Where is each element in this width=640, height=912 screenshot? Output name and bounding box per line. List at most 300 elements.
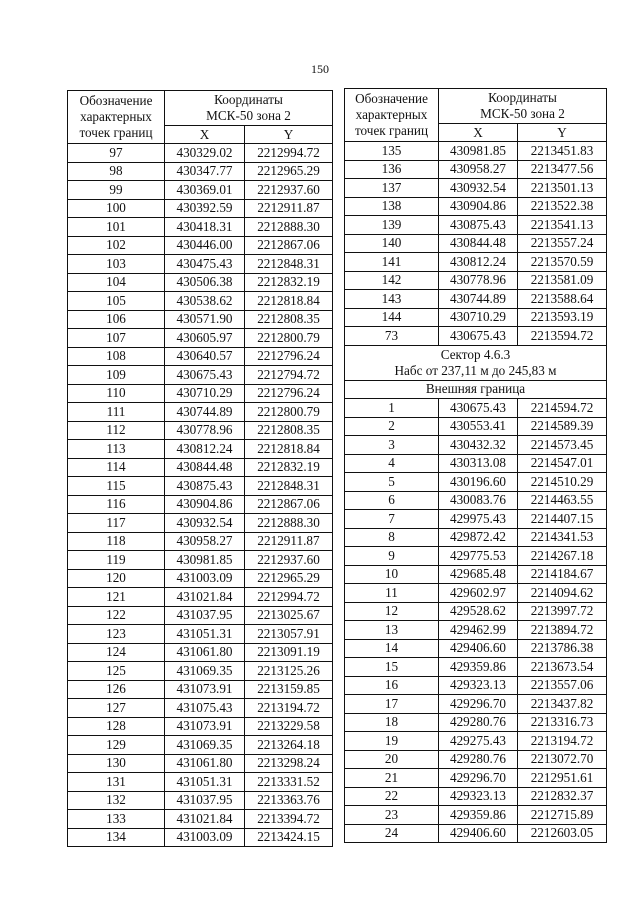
point-number-cell: 112 — [68, 421, 165, 440]
table-row — [68, 199, 333, 218]
x-coordinate-cell: 429602.97 — [439, 584, 518, 603]
sector-text: Набс от 237,11 м до 245,83 м — [394, 362, 557, 378]
point-number-cell: 97 — [68, 144, 165, 163]
x-coordinate-cell: 431061.80 — [165, 643, 245, 662]
x-coordinate-cell: 429775.53 — [439, 547, 518, 566]
y-coordinate-cell: 2213437.82 — [518, 695, 607, 714]
point-number-cell: 1 — [345, 399, 439, 418]
designation-header: Обозначение характерных точек границ — [345, 89, 439, 142]
point-number-cell: 16 — [345, 676, 439, 695]
y-coordinate-cell: 2212965.29 — [245, 569, 333, 588]
x-coordinate-cell: 430904.86 — [439, 197, 518, 216]
table-row — [345, 528, 607, 547]
point-number-cell: 109 — [68, 366, 165, 385]
y-coordinate-cell: 2213424.15 — [245, 828, 333, 847]
point-number-cell: 98 — [68, 162, 165, 181]
y-coordinate-cell: 2212994.72 — [245, 588, 333, 607]
x-coordinate-cell: 430744.89 — [165, 403, 245, 422]
table-row — [345, 750, 607, 769]
x-coordinate-cell: 429323.13 — [439, 676, 518, 695]
point-number-cell: 123 — [68, 625, 165, 644]
table-row — [68, 532, 333, 551]
y-coordinate-cell: 2213522.38 — [518, 197, 607, 216]
y-header: Y — [245, 126, 333, 144]
point-number-cell: 23 — [345, 806, 439, 825]
sector-title — [345, 345, 607, 380]
y-coordinate-cell: 2212794.72 — [245, 366, 333, 385]
x-coordinate-cell: 431021.84 — [165, 588, 245, 607]
y-coordinate-cell: 2213298.24 — [245, 754, 333, 773]
table-row — [68, 236, 333, 255]
table-row — [68, 162, 333, 181]
point-number-cell: 128 — [68, 717, 165, 736]
sector-title-row — [345, 345, 607, 380]
left-coordinates-table — [67, 90, 333, 847]
y-coordinate-cell: 2213264.18 — [245, 736, 333, 755]
x-coordinate-cell: 430675.43 — [439, 399, 518, 418]
x-coordinate-cell: 430844.48 — [439, 234, 518, 253]
x-coordinate-cell: 431003.09 — [165, 828, 245, 847]
point-number-cell: 18 — [345, 713, 439, 732]
x-coordinate-cell: 431051.31 — [165, 773, 245, 792]
y-coordinate-cell: 2212937.60 — [245, 181, 333, 200]
table-row — [68, 606, 333, 625]
table-row — [68, 255, 333, 274]
point-number-cell: 113 — [68, 440, 165, 459]
x-coordinate-cell: 431069.35 — [165, 736, 245, 755]
y-coordinate-cell: 2214407.15 — [518, 510, 607, 529]
y-coordinate-cell: 2212888.30 — [245, 218, 333, 237]
table-row — [345, 253, 607, 272]
x-coordinate-cell: 430392.59 — [165, 199, 245, 218]
y-coordinate-cell: 2214547.01 — [518, 454, 607, 473]
y-coordinate-cell: 2212832.19 — [245, 458, 333, 477]
y-coordinate-cell: 2212800.79 — [245, 403, 333, 422]
x-coordinate-cell: 430875.43 — [439, 216, 518, 235]
y-coordinate-cell: 2213194.72 — [518, 732, 607, 751]
table-row — [345, 602, 607, 621]
x-coordinate-cell: 430875.43 — [165, 477, 245, 496]
x-coordinate-cell: 430958.27 — [439, 160, 518, 179]
y-coordinate-cell: 2213394.72 — [245, 810, 333, 829]
table-row — [345, 676, 607, 695]
point-number-cell: 15 — [345, 658, 439, 677]
table-row — [345, 565, 607, 584]
y-coordinate-cell: 2212994.72 — [245, 144, 333, 163]
y-coordinate-cell: 2212965.29 — [245, 162, 333, 181]
point-number-cell: 73 — [345, 327, 439, 346]
x-coordinate-cell: 430571.90 — [165, 310, 245, 329]
x-coordinate-cell: 429296.70 — [439, 769, 518, 788]
point-number-cell: 102 — [68, 236, 165, 255]
y-coordinate-cell: 2213894.72 — [518, 621, 607, 640]
table-row — [68, 144, 333, 163]
x-coordinate-cell: 431075.43 — [165, 699, 245, 718]
point-number-cell: 129 — [68, 736, 165, 755]
x-coordinate-cell: 429406.60 — [439, 639, 518, 658]
table-row — [345, 713, 607, 732]
y-coordinate-cell: 2213091.19 — [245, 643, 333, 662]
table-row — [68, 754, 333, 773]
point-number-cell: 104 — [68, 273, 165, 292]
point-number-cell: 117 — [68, 514, 165, 533]
y-coordinate-cell: 2212888.30 — [245, 514, 333, 533]
table-row — [345, 327, 607, 346]
point-number-cell: 4 — [345, 454, 439, 473]
x-coordinate-cell: 431061.80 — [165, 754, 245, 773]
point-number-cell: 115 — [68, 477, 165, 496]
y-header: Y — [518, 124, 607, 142]
table-row — [345, 584, 607, 603]
x-coordinate-cell: 430369.01 — [165, 181, 245, 200]
table-row — [68, 421, 333, 440]
table-row — [345, 787, 607, 806]
table-row — [68, 773, 333, 792]
x-coordinate-cell: 431021.84 — [165, 810, 245, 829]
y-coordinate-cell: 2212808.35 — [245, 310, 333, 329]
y-coordinate-cell: 2212848.31 — [245, 477, 333, 496]
x-coordinate-cell: 429872.42 — [439, 528, 518, 547]
x-coordinate-cell: 429406.60 — [439, 824, 518, 843]
point-number-cell: 136 — [345, 160, 439, 179]
x-coordinate-cell: 430553.41 — [439, 417, 518, 436]
table-row — [68, 477, 333, 496]
y-coordinate-cell: 2212937.60 — [245, 551, 333, 570]
x-coordinate-cell: 431037.95 — [165, 606, 245, 625]
x-coordinate-cell: 430605.97 — [165, 329, 245, 348]
y-coordinate-cell: 2213594.72 — [518, 327, 607, 346]
table-row — [68, 588, 333, 607]
x-coordinate-cell: 430904.86 — [165, 495, 245, 514]
point-number-cell: 118 — [68, 532, 165, 551]
point-number-cell: 133 — [68, 810, 165, 829]
table-row — [345, 179, 607, 198]
table-row — [345, 547, 607, 566]
point-number-cell: 137 — [345, 179, 439, 198]
point-number-cell: 22 — [345, 787, 439, 806]
y-coordinate-cell: 2213786.38 — [518, 639, 607, 658]
x-coordinate-cell: 430418.31 — [165, 218, 245, 237]
x-coordinate-cell: 430981.85 — [165, 551, 245, 570]
point-number-cell: 142 — [345, 271, 439, 290]
table-row — [345, 160, 607, 179]
point-number-cell: 141 — [345, 253, 439, 272]
y-coordinate-cell: 2212848.31 — [245, 255, 333, 274]
point-number-cell: 125 — [68, 662, 165, 681]
table-row — [68, 699, 333, 718]
x-coordinate-cell: 430744.89 — [439, 290, 518, 309]
point-number-cell: 124 — [68, 643, 165, 662]
point-number-cell: 107 — [68, 329, 165, 348]
table-row — [345, 197, 607, 216]
table-row — [345, 271, 607, 290]
table-row — [345, 142, 607, 161]
table-row — [68, 495, 333, 514]
x-coordinate-cell: 429275.43 — [439, 732, 518, 751]
point-number-cell: 127 — [68, 699, 165, 718]
table-row — [345, 454, 607, 473]
table-row — [68, 181, 333, 200]
y-coordinate-cell: 2212818.84 — [245, 292, 333, 311]
point-number-cell: 21 — [345, 769, 439, 788]
x-coordinate-cell: 431069.35 — [165, 662, 245, 681]
x-coordinate-cell: 430675.43 — [165, 366, 245, 385]
table-row — [345, 732, 607, 751]
x-coordinate-cell: 430329.02 — [165, 144, 245, 163]
table-row — [68, 736, 333, 755]
x-coordinate-cell: 430778.96 — [439, 271, 518, 290]
table-row — [345, 639, 607, 658]
y-coordinate-cell: 2213194.72 — [245, 699, 333, 718]
page-number: 150 — [311, 62, 329, 76]
table-row — [68, 551, 333, 570]
table-row — [68, 514, 333, 533]
point-number-cell: 119 — [68, 551, 165, 570]
x-coordinate-cell: 430640.57 — [165, 347, 245, 366]
table-row — [345, 308, 607, 327]
table-row — [345, 216, 607, 235]
x-coordinate-cell: 431037.95 — [165, 791, 245, 810]
y-coordinate-cell: 2214573.45 — [518, 436, 607, 455]
coordinates-header: Координаты МСК-50 зона 2 — [439, 89, 607, 124]
point-number-cell: 100 — [68, 199, 165, 218]
table-row — [345, 769, 607, 788]
x-coordinate-cell: 429528.62 — [439, 602, 518, 621]
point-number-cell: 5 — [345, 473, 439, 492]
table-row — [68, 329, 333, 348]
x-coordinate-cell: 431051.31 — [165, 625, 245, 644]
point-number-cell: 106 — [68, 310, 165, 329]
point-number-cell: 144 — [345, 308, 439, 327]
x-coordinate-cell: 430196.60 — [439, 473, 518, 492]
x-coordinate-cell: 429359.86 — [439, 806, 518, 825]
table-row — [345, 491, 607, 510]
x-coordinate-cell: 431073.91 — [165, 680, 245, 699]
y-coordinate-cell: 2213557.24 — [518, 234, 607, 253]
x-coordinate-cell: 429296.70 — [439, 695, 518, 714]
point-number-cell: 8 — [345, 528, 439, 547]
y-coordinate-cell: 2214184.67 — [518, 565, 607, 584]
table-header-row — [68, 91, 333, 126]
table-row — [345, 473, 607, 492]
x-coordinate-cell: 431003.09 — [165, 569, 245, 588]
table-row — [68, 828, 333, 847]
table-row — [68, 643, 333, 662]
point-number-cell: 19 — [345, 732, 439, 751]
table-row — [68, 458, 333, 477]
table-row — [345, 510, 607, 529]
table-row — [68, 662, 333, 681]
table-row — [68, 384, 333, 403]
point-number-cell: 10 — [345, 565, 439, 584]
point-number-cell: 20 — [345, 750, 439, 769]
y-coordinate-cell: 2212832.37 — [518, 787, 607, 806]
y-coordinate-cell: 2212867.06 — [245, 236, 333, 255]
x-coordinate-cell: 430778.96 — [165, 421, 245, 440]
point-number-cell: 110 — [68, 384, 165, 403]
y-coordinate-cell: 2212911.87 — [245, 532, 333, 551]
sector-text: Сектор 4.6.3 — [440, 346, 511, 362]
table-row — [345, 290, 607, 309]
table-row — [68, 440, 333, 459]
point-number-cell: 2 — [345, 417, 439, 436]
designation-header: Обозначение характерных точек границ — [68, 91, 165, 144]
table-row — [345, 621, 607, 640]
x-coordinate-cell: 430347.77 — [165, 162, 245, 181]
boundary-label-row — [345, 380, 607, 399]
point-number-cell: 14 — [345, 639, 439, 658]
x-coordinate-cell: 430710.29 — [165, 384, 245, 403]
table-row — [68, 791, 333, 810]
point-number-cell: 120 — [68, 569, 165, 588]
x-coordinate-cell: 430313.08 — [439, 454, 518, 473]
y-coordinate-cell: 2212911.87 — [245, 199, 333, 218]
table-row — [68, 366, 333, 385]
coordinates-header: Координаты МСК-50 зона 2 — [165, 91, 333, 126]
point-number-cell: 24 — [345, 824, 439, 843]
table-header-row — [345, 89, 607, 124]
y-coordinate-cell: 2213557.06 — [518, 676, 607, 695]
table-row — [68, 273, 333, 292]
y-coordinate-cell: 2212800.79 — [245, 329, 333, 348]
point-number-cell: 134 — [68, 828, 165, 847]
y-coordinate-cell: 2214094.62 — [518, 584, 607, 603]
x-coordinate-cell: 429975.43 — [439, 510, 518, 529]
point-number-cell: 121 — [68, 588, 165, 607]
point-number-cell: 105 — [68, 292, 165, 311]
y-coordinate-cell: 2214267.18 — [518, 547, 607, 566]
y-coordinate-cell: 2212715.89 — [518, 806, 607, 825]
y-coordinate-cell: 2213501.13 — [518, 179, 607, 198]
table-row — [68, 403, 333, 422]
point-number-cell: 139 — [345, 216, 439, 235]
y-coordinate-cell: 2212796.24 — [245, 384, 333, 403]
point-number-cell: 140 — [345, 234, 439, 253]
x-coordinate-cell: 430432.32 — [439, 436, 518, 455]
x-coordinate-cell: 430932.54 — [165, 514, 245, 533]
y-coordinate-cell: 2212867.06 — [245, 495, 333, 514]
y-coordinate-cell: 2212951.61 — [518, 769, 607, 788]
point-number-cell: 111 — [68, 403, 165, 422]
x-coordinate-cell: 430812.24 — [165, 440, 245, 459]
table-row — [68, 292, 333, 311]
y-coordinate-cell: 2213451.83 — [518, 142, 607, 161]
point-number-cell: 103 — [68, 255, 165, 274]
x-coordinate-cell: 429462.99 — [439, 621, 518, 640]
y-coordinate-cell: 2213331.52 — [245, 773, 333, 792]
table-row — [68, 680, 333, 699]
y-coordinate-cell: 2213125.26 — [245, 662, 333, 681]
x-coordinate-cell: 431073.91 — [165, 717, 245, 736]
x-coordinate-cell: 430710.29 — [439, 308, 518, 327]
y-coordinate-cell: 2214341.53 — [518, 528, 607, 547]
point-number-cell: 135 — [345, 142, 439, 161]
table-row — [68, 717, 333, 736]
point-number-cell: 17 — [345, 695, 439, 714]
y-coordinate-cell: 2212832.19 — [245, 273, 333, 292]
x-coordinate-cell: 429323.13 — [439, 787, 518, 806]
y-coordinate-cell: 2213072.70 — [518, 750, 607, 769]
y-coordinate-cell: 2212603.05 — [518, 824, 607, 843]
point-number-cell: 132 — [68, 791, 165, 810]
x-coordinate-cell: 430675.43 — [439, 327, 518, 346]
table-row — [345, 695, 607, 714]
y-coordinate-cell: 2213477.56 — [518, 160, 607, 179]
y-coordinate-cell: 2213541.13 — [518, 216, 607, 235]
point-number-cell: 114 — [68, 458, 165, 477]
point-number-cell: 99 — [68, 181, 165, 200]
x-coordinate-cell: 430981.85 — [439, 142, 518, 161]
x-header: X — [439, 124, 518, 142]
x-coordinate-cell: 430446.00 — [165, 236, 245, 255]
point-number-cell: 131 — [68, 773, 165, 792]
y-coordinate-cell: 2214589.39 — [518, 417, 607, 436]
y-coordinate-cell: 2213057.91 — [245, 625, 333, 644]
point-number-cell: 11 — [345, 584, 439, 603]
table-row — [68, 218, 333, 237]
y-coordinate-cell: 2213025.67 — [245, 606, 333, 625]
y-coordinate-cell: 2213588.64 — [518, 290, 607, 309]
x-coordinate-cell: 430844.48 — [165, 458, 245, 477]
x-coordinate-cell: 430083.76 — [439, 491, 518, 510]
x-coordinate-cell: 429280.76 — [439, 713, 518, 732]
y-coordinate-cell: 2213593.19 — [518, 308, 607, 327]
point-number-cell: 101 — [68, 218, 165, 237]
table-row — [345, 806, 607, 825]
y-coordinate-cell: 2213316.73 — [518, 713, 607, 732]
point-number-cell: 12 — [345, 602, 439, 621]
y-coordinate-cell: 2214594.72 — [518, 399, 607, 418]
point-number-cell: 3 — [345, 436, 439, 455]
point-number-cell: 138 — [345, 197, 439, 216]
y-coordinate-cell: 2213581.09 — [518, 271, 607, 290]
x-coordinate-cell: 430538.62 — [165, 292, 245, 311]
y-coordinate-cell: 2213570.59 — [518, 253, 607, 272]
point-number-cell: 126 — [68, 680, 165, 699]
x-coordinate-cell: 429685.48 — [439, 565, 518, 584]
y-coordinate-cell: 2212808.35 — [245, 421, 333, 440]
y-coordinate-cell: 2214510.29 — [518, 473, 607, 492]
point-number-cell: 143 — [345, 290, 439, 309]
table-row — [345, 399, 607, 418]
table-row — [345, 417, 607, 436]
table-row — [68, 625, 333, 644]
y-coordinate-cell: 2212796.24 — [245, 347, 333, 366]
table-row — [345, 436, 607, 455]
y-coordinate-cell: 2213673.54 — [518, 658, 607, 677]
table-row — [68, 310, 333, 329]
point-number-cell: 9 — [345, 547, 439, 566]
x-header: X — [165, 126, 245, 144]
y-coordinate-cell: 2214463.55 — [518, 491, 607, 510]
right-coordinates-table — [344, 88, 607, 843]
table-row — [68, 569, 333, 588]
x-coordinate-cell: 430932.54 — [439, 179, 518, 198]
y-coordinate-cell: 2213159.85 — [245, 680, 333, 699]
point-number-cell: 116 — [68, 495, 165, 514]
x-coordinate-cell: 430812.24 — [439, 253, 518, 272]
x-coordinate-cell: 429280.76 — [439, 750, 518, 769]
boundary-label: Внешняя граница — [345, 380, 607, 399]
point-number-cell: 122 — [68, 606, 165, 625]
table-row — [68, 810, 333, 829]
x-coordinate-cell: 430475.43 — [165, 255, 245, 274]
y-coordinate-cell: 2213363.76 — [245, 791, 333, 810]
y-coordinate-cell: 2212818.84 — [245, 440, 333, 459]
point-number-cell: 130 — [68, 754, 165, 773]
x-coordinate-cell: 429359.86 — [439, 658, 518, 677]
point-number-cell: 7 — [345, 510, 439, 529]
